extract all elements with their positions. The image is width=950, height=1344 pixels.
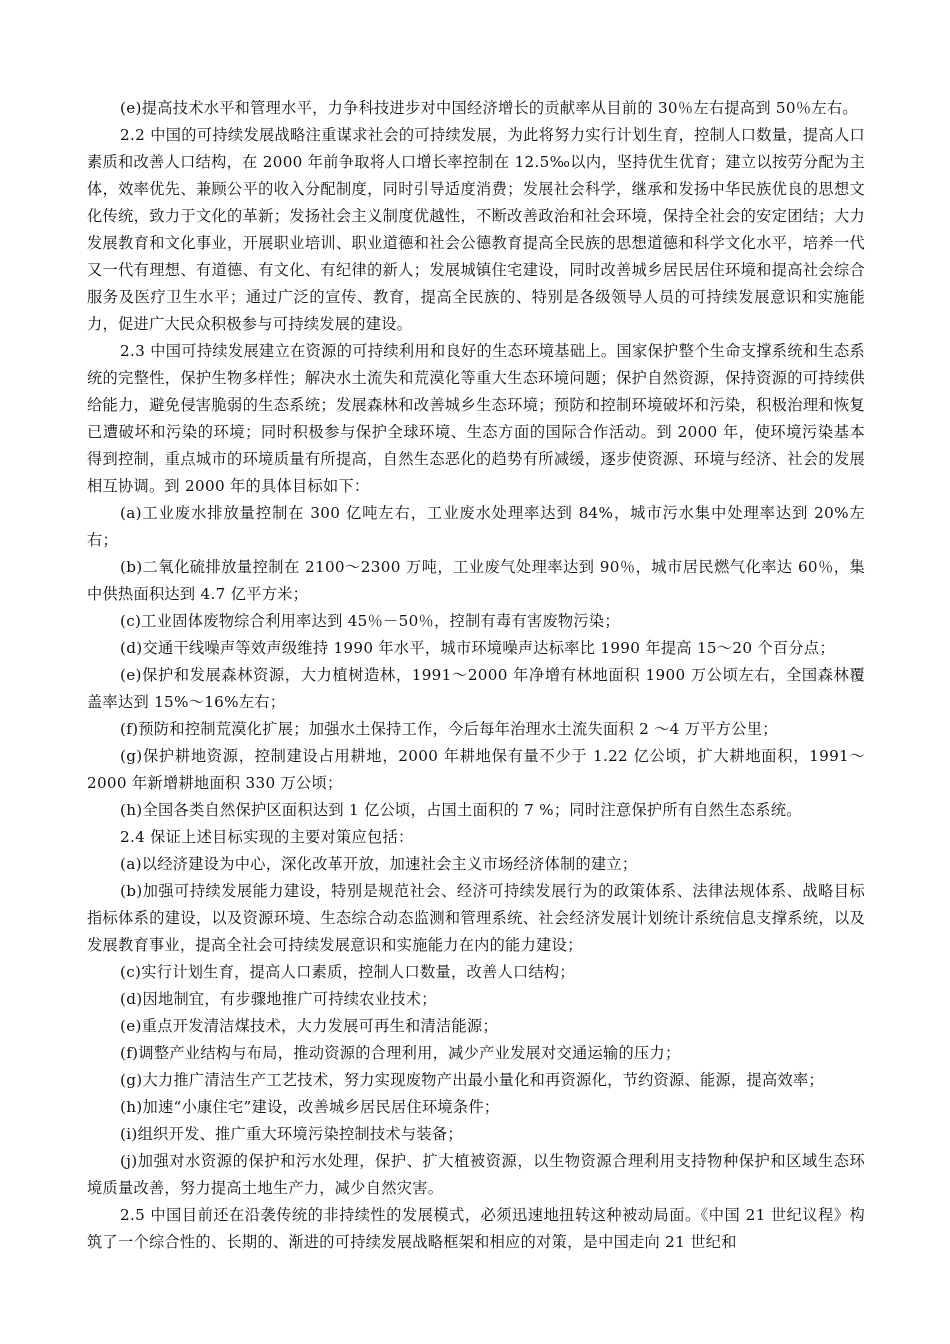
list-item-c-solid-waste: (c)工业固体废物综合利用率达到 45％－50％，控制有毒有害废物污染； [120,612,620,630]
list-item-e-forest: (e)保护和发展森林资源，大力植树造林，1991～2000 年净增有林地面积 1900 万公顷左右，全国森林覆盖率达到 15%～16%左右； [87,666,865,711]
measure-item-d: (d)因地制宜，有步骤地推广可持续农业技术； [120,990,437,1008]
measure-item-e: (e)重点开发清洁煤技术，大力发展可再生和清洁能源； [120,1017,498,1035]
measure-item-a: (a)以经济建设为中心，深化改革开放，加速社会主义市场经济体制的建立； [120,855,638,873]
paragraph-2-3-environment: 2.3 中国可持续发展建立在资源的可持续利用和良好的生态环境基础上。国家保护整个生命支撑系统和生态系统的完整性，保护生物多样性；解决水土流失和荒漠化等重大生态环境问题；保护自然资源，保持资源的可持续供给能力，避免侵害脆弱的生态系统；发展森林和改善城乡生态环境；预防和控制环境破坏和污染，积极治理和恢复已遭破坏和污染的环境；同时积极参与保护全球环境、生态方面的国际合作活动。到 2000 年，使环境污染基本得到控制，重点城市的环境质量有所提高，自然生态恶化的趋势有所减缓，逐步使资源、环境与经济、社会的发展相互协调。到 2000 年的具体目标如下： [87,342,865,495]
paragraph-2-4-measures: 2.4 保证上述目标实现的主要对策应包括： [120,828,414,846]
list-item-f-desertification: (f)预防和控制荒漠化扩展；加强水土保持工作，今后每年治理水土流失面积 2 ～4 万平方公里； [120,720,778,738]
measure-item-j: (j)加强对水资源的保护和污水处理，保护、扩大植被资源，以生物资源合理利用支持物种保护和区域生态环境质量改善，努力提高土地生产力，减少自然灾害。 [87,1152,865,1197]
list-item-a-wastewater: (a)工业废水排放量控制在 300 亿吨左右，工业废水处理率达到 84%，城市污水集中处理率达到 20%左右； [87,504,865,549]
measure-item-i: (i)组织开发、推广重大环境污染控制技术与装备； [120,1125,463,1143]
paragraph-2-5-conclusion: 2.5 中国目前还在沿袭传统的非持续性的发展模式，必须迅速地扭转这种被动局面。《中国 21 世纪议程》构筑了一个综合性的、长期的、渐进的可持续发展战略框架和相应的对策，是中国走向 21 世纪和 [87,1206,865,1251]
measure-item-b: (b)加强可持续发展能力建设，特别是规范社会、经济可持续发展行为的政策体系、法律法规体系、战略目标指标体系的建设，以及资源环境、生态综合动态监测和管理系统、社会经济发展计划统计系统信息支撑系统，以及发展教育事业，提高全社会可持续发展意识和实施能力在内的能力建设； [87,882,865,954]
list-item-g-farmland: (g)保护耕地资源，控制建设占用耕地，2000 年耕地保有量不少于 1.22 亿公顷，扩大耕地面积，1991～2000 年新增耕地面积 330 万公顷； [87,747,865,792]
measure-item-g: (g)大力推广清洁生产工艺技术，努力实现废物产出最小量化和再资源化，节约资源、能源，提高效率； [120,1071,824,1089]
measure-item-c: (c)实行计划生育，提高人口素质，控制人口数量，改善人口结构； [120,963,575,981]
list-item-h-reserves: (h)全国各类自然保护区面积达到 1 亿公顷，占国土面积的 7 %；同时注意保护所有自然生态系统。 [120,801,802,819]
paragraph-e-technology: (e)提高技术水平和管理水平，力争科技进步对中国经济增长的贡献率从目前的 30％左右提高到 50％左右。 [120,99,858,117]
paragraph-2-2-social: 2.2 中国的可持续发展战略注重谋求社会的可持续发展，为此将努力实行计划生育，控制人口数量，提高人口素质和改善人口结构，在 2000 年前争取将人口增长率控制在 12.5‰以内，坚持优生优育；建立以按劳分配为主体，效率优先、兼顾公平的收入分配制度，同时引导适度消费；发展社会科学，继承和发扬中华民族优良的思想文化传统，致力于文化的革新；发扬社会主义制度优越性，不断改善政治和社会环境，保持全社会的安定团结；大力发展教育和文化事业，开展职业培训、职业道德和社会公德教育提高全民族的思想道德和科学文化水平，培养一代又一代有理想、有道德、有文化、有纪律的新人；发展城镇住宅建设，同时改善城乡居民居住环境和提高社会综合服务及医疗卫生水平；通过广泛的宣传、教育，提高全民族的、特别是各级领导人员的可持续发展意识和实施能力，促进广大民众积极参与可持续发展的建设。 [87,126,865,333]
measure-item-h: (h)加速“小康住宅”建设，改善城乡居民居住环境条件； [120,1098,500,1116]
measure-item-f: (f)调整产业结构与布局，推动资源的合理利用，减少产业发展对交通运输的压力； [120,1044,681,1062]
list-item-b-sulfur-dioxide: (b)二氧化硫排放量控制在 2100～2300 万吨，工业废气处理率达到 90％，城市居民燃气化率达 60％，集中供热面积达到 4.7 亿平方米； [87,558,865,603]
list-item-d-noise: (d)交通干线噪声等效声级维持 1990 年水平，城市环境噪声达标率比 1990 年提高 15～20 个百分点； [120,639,835,657]
